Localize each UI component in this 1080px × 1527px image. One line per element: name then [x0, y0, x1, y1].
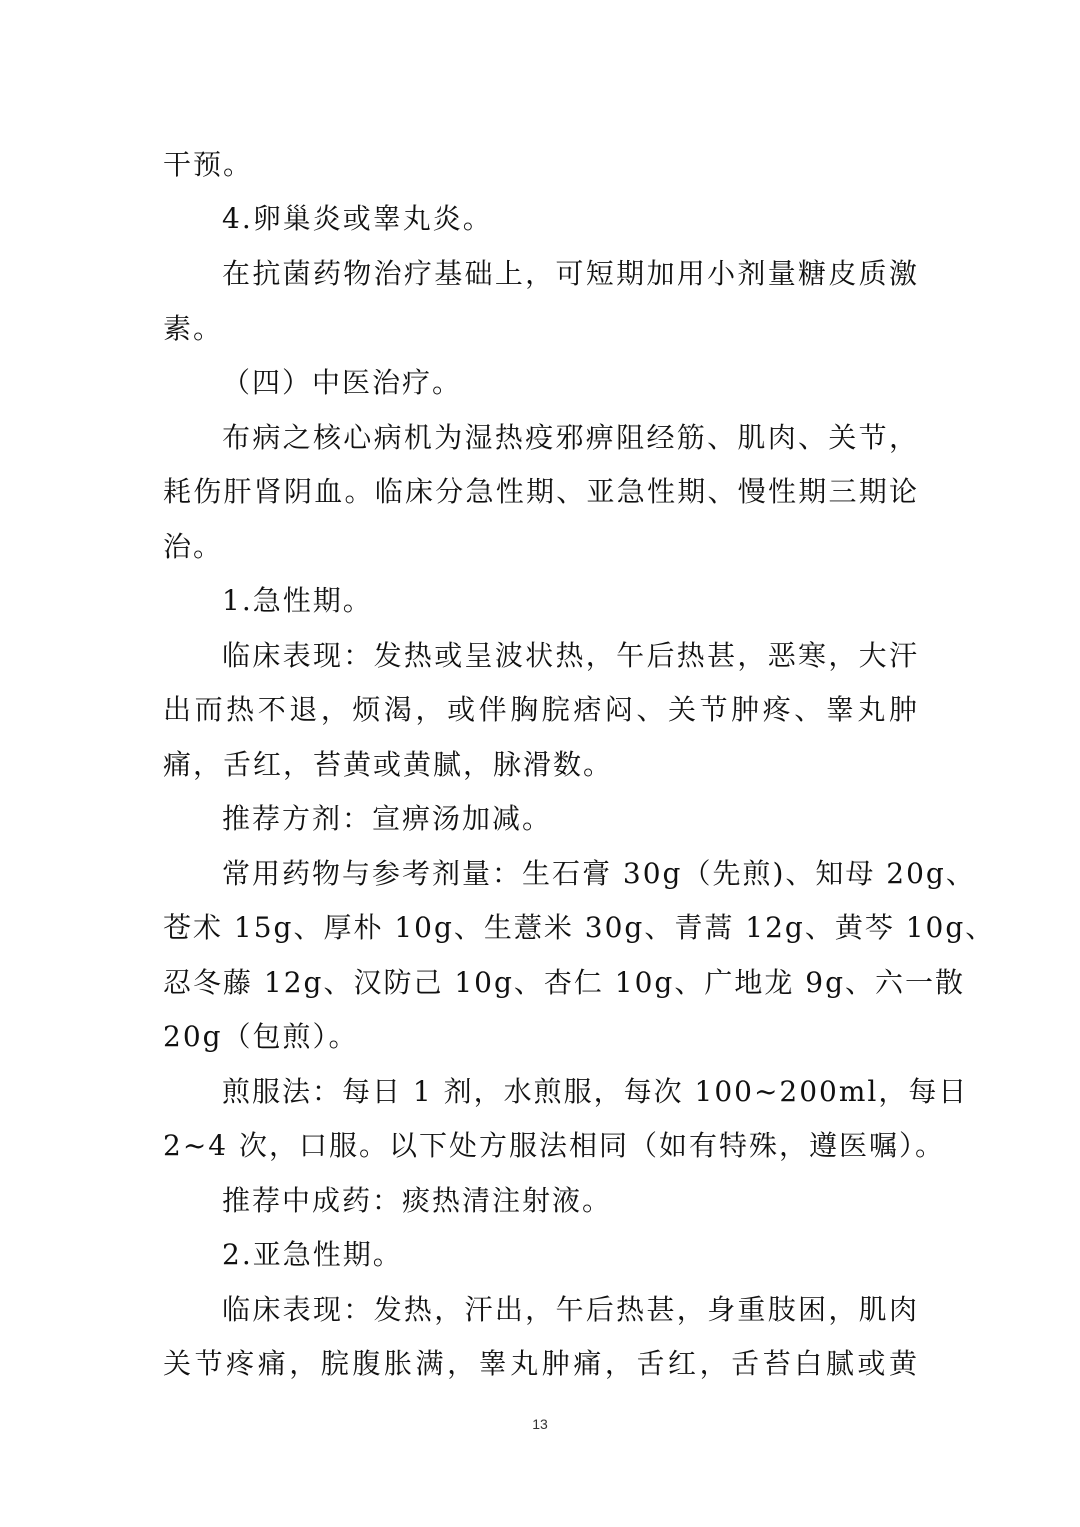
- text-line: 临床表现：发热或呈波状热，午后热甚，恶寒，大汗: [222, 639, 919, 672]
- text-line: 素。: [163, 312, 224, 345]
- text-line: 20g（包煎）。: [163, 1020, 359, 1053]
- text-line: 关节疼痛，脘腹胀满，睾丸肿痛，舌红，舌苔白腻或黄: [163, 1347, 919, 1380]
- text-line: 苍术 15g、厚朴 10g、生薏米 30g、青蒿 12g、黄芩 10g、: [163, 911, 996, 944]
- text-line: 临床表现：发热，汗出，午后热甚，身重肢困，肌肉: [222, 1293, 919, 1326]
- section-heading: 1.急性期。: [222, 584, 373, 617]
- text-line: 干预。: [163, 148, 254, 181]
- text-line: 布病之核心病机为湿热疫邪痹阻经筋、肌肉、关节，: [222, 421, 919, 454]
- text-line: 治。: [163, 530, 224, 563]
- text-line: 耗伤肝肾阴血。临床分急性期、亚急性期、慢性期三期论: [163, 475, 919, 508]
- text-line: 出而热不退，烦渴，或伴胸脘痞闷、关节肿疼、睾丸肿: [163, 693, 919, 726]
- page-number: 13: [532, 1416, 548, 1432]
- section-heading: 4.卵巢炎或睾丸炎。: [222, 202, 493, 235]
- text-line: 2~4 次，口服。以下处方服法相同（如有特殊，遵医嘱）。: [163, 1129, 945, 1162]
- section-heading: 2.亚急性期。: [222, 1238, 403, 1271]
- section-heading: （四）中医治疗。: [222, 366, 463, 399]
- text-line: 痛，舌红，苔黄或黄腻，脉滑数。: [163, 748, 614, 781]
- text-line: 推荐中成药：痰热清注射液。: [222, 1184, 613, 1217]
- text-line: 在抗菌药物治疗基础上，可短期加用小剂量糖皮质激: [222, 257, 919, 290]
- text-line: 忍冬藤 12g、汉防己 10g、杏仁 10g、广地龙 9g、六一散: [163, 966, 966, 999]
- text-line: 煎服法：每日 1 剂，水煎服，每次 100~200ml，每日: [222, 1075, 969, 1108]
- text-line: 常用药物与参考剂量：生石膏 30g（先煎)、知母 20g、: [222, 857, 976, 890]
- text-line: 推荐方剂：宣痹汤加减。: [222, 802, 553, 835]
